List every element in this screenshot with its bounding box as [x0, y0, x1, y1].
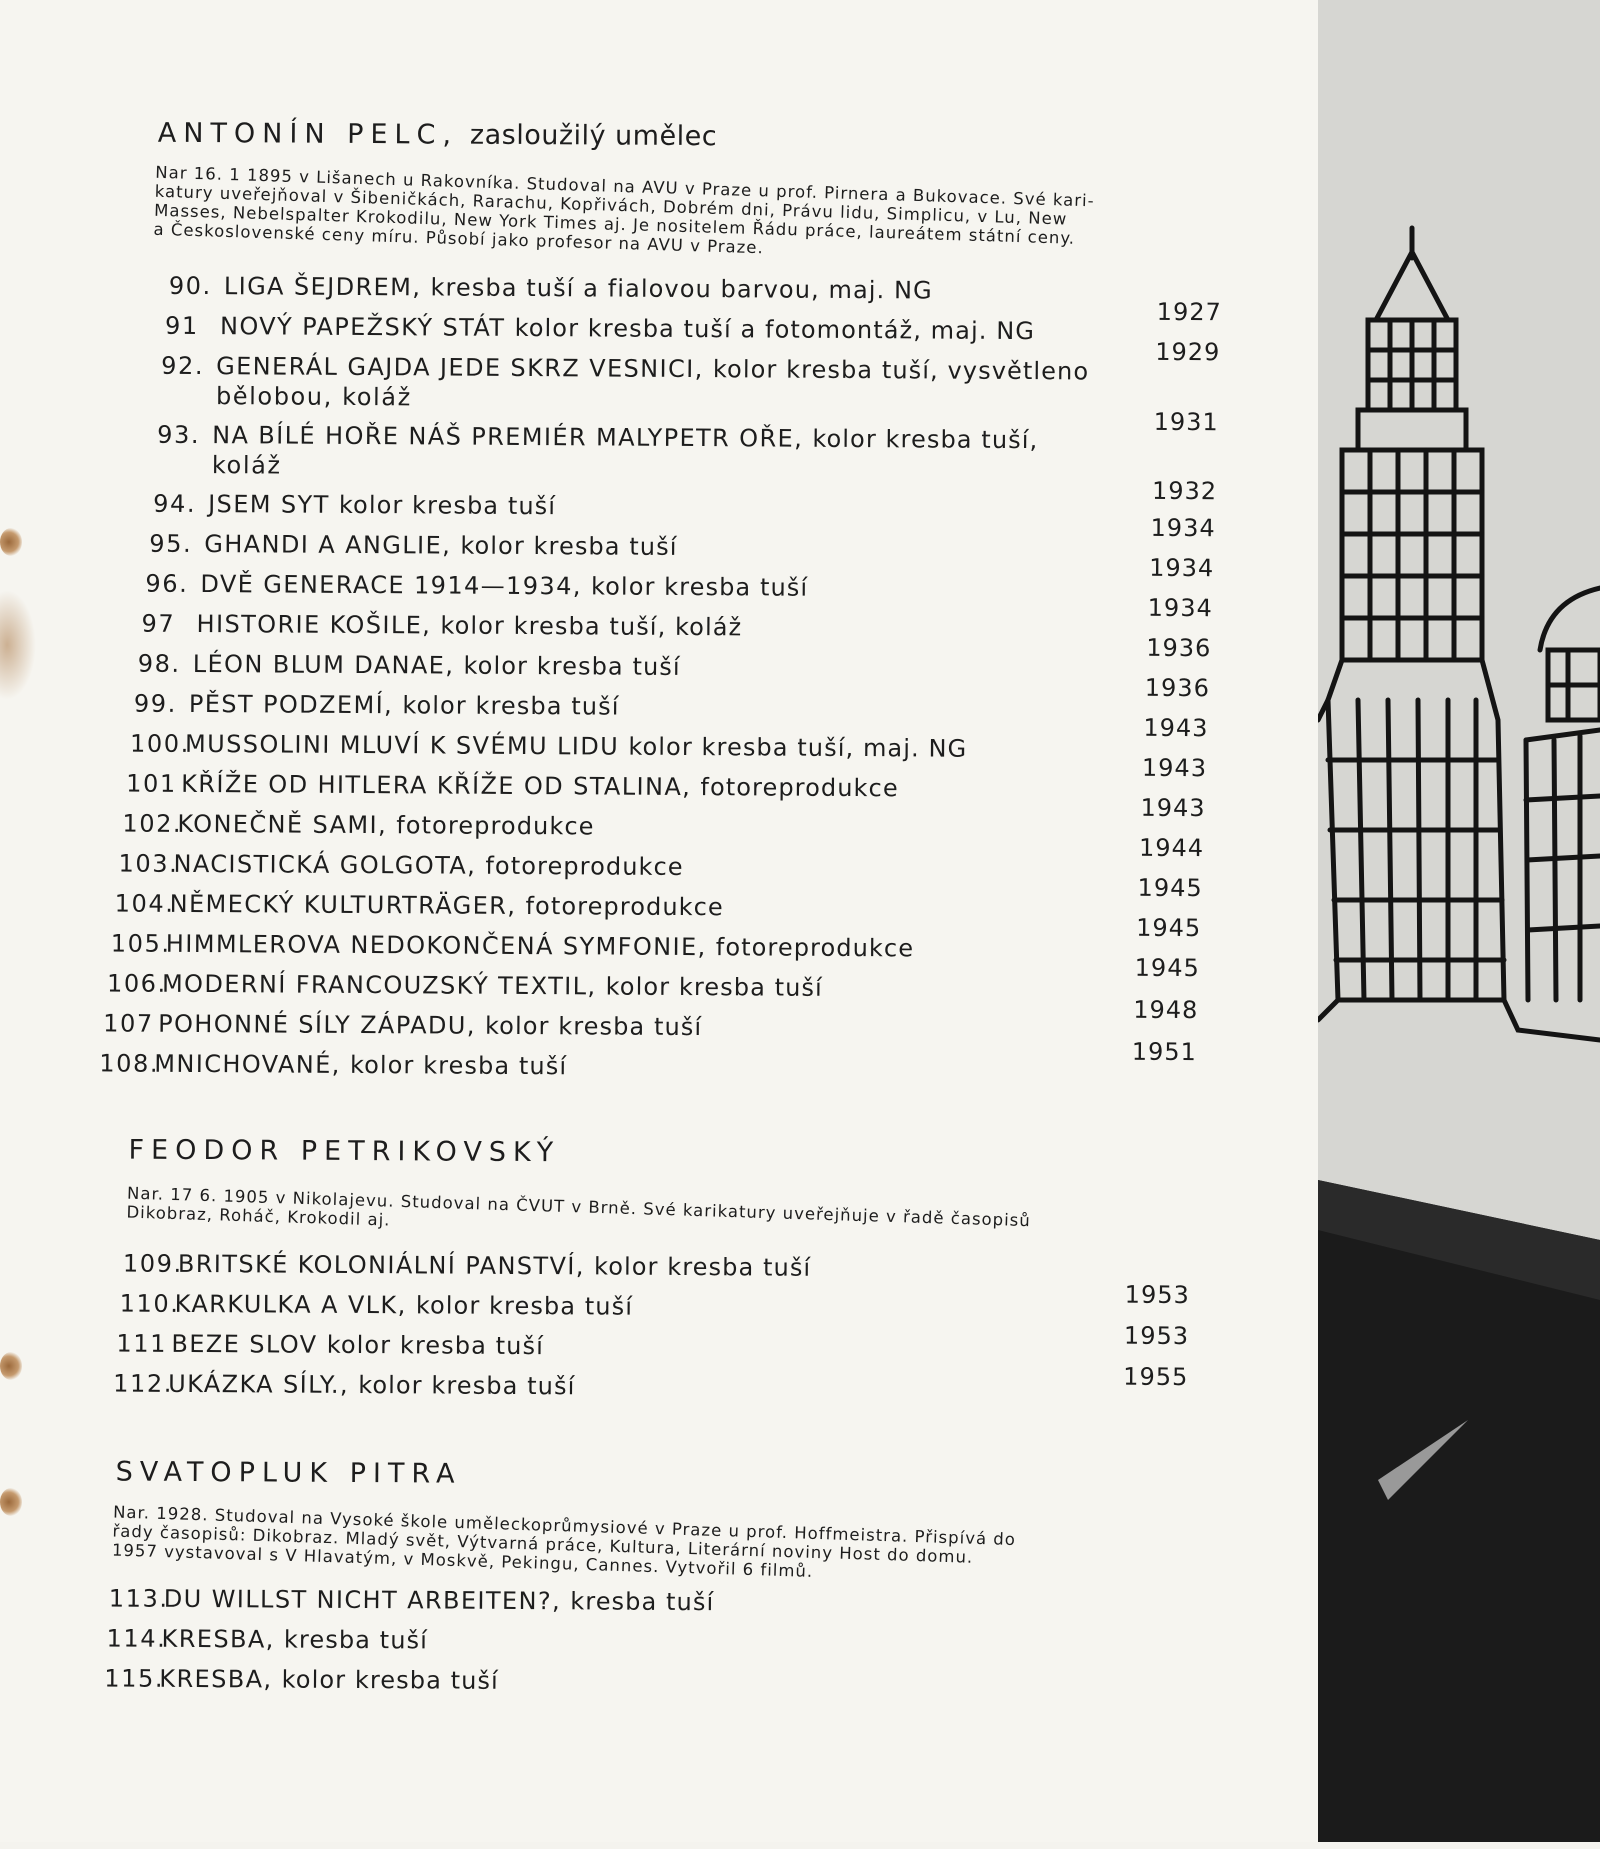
artwork-title: LIGA ŠEJDREM, [223, 272, 422, 302]
list-item [134, 690, 1134, 724]
artwork-title: KRESBA, [159, 1664, 273, 1694]
artwork-medium: kolor kresba tuší [326, 1330, 544, 1361]
artwork-medium: fotoreprodukce [525, 892, 724, 922]
artist-bio-pitra: Nar. 1928. Studoval na Vysoké škole uměleckoprůmysiové v Praze u prof. Hoffmeistra. Přispívá do řady časopisů: Dikobraz. Mladý svět, Výtvarná práce, Kultura, Literární noviny Host do domu. 1957 vystavoval s V Hlavatým, v Moskvě, Pekingu, Cannes. Vytvořil 6 filmů. [111, 1502, 1017, 1581]
catalogue-number: 100. [129, 729, 190, 758]
list-item [123, 1250, 1123, 1284]
artwork-title: NA BÍLÉ HOŘE NÁŠ PREMIÉR MALYPETR OŘE, [212, 421, 804, 453]
artwork-year: 1955 [1123, 1362, 1189, 1392]
artwork-medium: kolor kresba tuší [415, 1291, 634, 1321]
artist-bio-pelc: Nar 16. 1 1895 v Lišanech u Rakovníka. Studoval na AVU v Praze u prof. Pirnera a Bukovace. Své kari- katury uveřejňoval v Šibeničkách, Rarachu, Kopřivách, Dobrém dni, Právu lidu, Simplicu, v Lu, New Masses, Nebelspalter Krokodilu, New York Times aj. Je nositelem Řádu práce, laureátem státní ceny. a Československé ceny míru. Působí jako profesor na AVU v Praze. [153, 162, 1095, 258]
catalogue-number: 98. [137, 649, 181, 678]
list-item [169, 272, 1169, 306]
list-item [104, 1664, 1104, 1698]
list-item [145, 570, 1145, 604]
list-item [111, 929, 1111, 963]
catalogue-number: 97 [141, 609, 176, 638]
skyscraper-drawing-icon [1318, 0, 1600, 1842]
artwork-year: 1953 [1124, 1280, 1190, 1310]
artwork-year: 1936 [1144, 673, 1210, 703]
artwork-year: 1932 [1151, 476, 1218, 506]
list-item [120, 1290, 1120, 1324]
list-item [130, 730, 1130, 764]
list-item [118, 850, 1118, 884]
artwork-title: BRITSKÉ KOLONIÁLNÍ PANSTVÍ, [177, 1249, 585, 1281]
artwork-title: POHONNÉ SÍLY ZÁPADU, [158, 1009, 476, 1040]
artwork-year: 1944 [1138, 833, 1205, 863]
list-item [153, 490, 1153, 524]
artwork-medium: kresba tuší [570, 1587, 715, 1617]
list-item [161, 351, 1161, 412]
artwork-medium: kolor kresba tuší [338, 490, 557, 521]
artwork-title: KONEČNĚ SAMI, [177, 809, 388, 840]
illustration-panel [1318, 0, 1600, 1842]
catalogue-number: 106. [106, 969, 167, 998]
artwork-year: 1934 [1149, 553, 1215, 583]
list-item [103, 1009, 1103, 1043]
catalogue-number: 93. [157, 420, 201, 450]
artwork-medium: kolor kresba tuší, vysvětleno [712, 355, 1090, 386]
artwork-title: HISTORIE KOŠILE, [196, 609, 432, 640]
list-item [142, 610, 1142, 644]
artwork-title: MNICHOVANÉ, [154, 1049, 341, 1079]
list-item [115, 889, 1115, 923]
artwork-medium: kolor kresba tuší [463, 651, 681, 681]
artwork-year: 1948 [1133, 995, 1199, 1025]
catalogue-number: 94. [153, 489, 197, 518]
list-item [109, 1584, 1109, 1618]
artwork-year: 1945 [1134, 953, 1200, 983]
catalogue-number: 111 [116, 1329, 168, 1358]
artwork-year: 1936 [1146, 633, 1212, 663]
catalogue-number: 114. [106, 1624, 167, 1653]
catalogue-number: 110. [119, 1289, 180, 1318]
catalogue-number: 115. [104, 1664, 165, 1693]
artwork-medium: kolor kresba tuší [281, 1665, 499, 1695]
artwork-title: JSEM SYT [208, 490, 330, 519]
artwork-year: 1934 [1150, 513, 1216, 543]
artwork-title: DVĚ GENERACE 1914—1934, [200, 570, 582, 601]
artwork-year: 1929 [1155, 337, 1221, 367]
artist-heading-petrikovsky: FEODOR PETRIKOVSKÝ [128, 1134, 561, 1169]
catalogue-number: 105. [110, 929, 171, 958]
catalogue-number: 92. [161, 351, 205, 381]
artwork-year: 1951 [1131, 1037, 1197, 1067]
artwork-medium: kolor kresba tuší [590, 572, 809, 602]
artwork-medium: kolor kresba tuší, [812, 424, 1039, 455]
catalogue-number: 109. [122, 1249, 183, 1278]
artwork-year: 1943 [1143, 713, 1209, 743]
catalogue-number: 91 [164, 311, 199, 340]
artwork-medium-continued: koláž [211, 451, 282, 480]
artwork-year: 1943 [1141, 753, 1208, 783]
artwork-year: 1927 [1156, 297, 1222, 327]
artist-bio-petrikovsky: Nar. 17 6. 1905 v Nikolajevu. Studoval na ČVUT v Brně. Své karikatury uveřejňuje v řadě časopisů Dikobraz, Roháč, Krokodil aj. [126, 1183, 1032, 1231]
artwork-title: NACISTICKÁ GOLGOTA, [173, 849, 477, 880]
list-item [165, 312, 1165, 346]
artwork-title: KARKULKA A VLK, [174, 1289, 407, 1320]
artwork-title: NĚMECKÝ KULTURTRÄGER, [169, 889, 517, 920]
artwork-title: UKÁZKA SÍLY., [168, 1369, 350, 1399]
artwork-medium: kolor kresba tuší [402, 691, 620, 721]
artist-heading-pelc: ANTONÍN PELC, zasloužilý umělec [157, 117, 718, 153]
artwork-title: LÉON BLUM DANAE, [192, 649, 455, 680]
artwork-year: 1943 [1140, 793, 1206, 823]
artwork-title: GENERÁL GAJDA JEDE SKRZ VESNICI, [216, 352, 704, 384]
artwork-title: MUSSOLINI MLUVÍ K SVÉMU LIDU [184, 729, 620, 761]
catalogue-number: 102. [122, 809, 183, 838]
artwork-title: NOVÝ PAPEŽSKÝ STÁT [219, 312, 506, 342]
list-item [107, 1624, 1107, 1658]
artwork-medium-continued: bělobou, koláž [215, 382, 412, 412]
artwork-medium: kolor kresba tuší [594, 1252, 812, 1282]
artwork-medium: kolor kresba tuší [484, 1011, 703, 1042]
artwork-medium: kolor kresba tuší [358, 1370, 576, 1401]
artwork-title: PĚST PODZEMÍ, [188, 689, 394, 720]
catalogue-number: 99. [133, 689, 177, 718]
artwork-title: KRESBA, [161, 1624, 275, 1654]
list-item [107, 969, 1107, 1003]
catalogue-number: 101 [126, 769, 177, 798]
artwork-title: KŘÍŽE OD HITLERA KŘÍŽE OD STALINA, [181, 769, 692, 802]
artwork-title: GHANDI A ANGLIE, [204, 530, 452, 560]
artwork-medium: kolor kresba tuší, maj. NG [628, 732, 968, 763]
list-item [116, 1330, 1116, 1364]
artwork-title: HIMMLEROVA NEDOKONČENÁ SYMFONIE, [165, 929, 707, 962]
artwork-medium: fotoreprodukce [396, 811, 595, 841]
artwork-title: MODERNÍ FRANCOUZSKÝ TEXTIL, [161, 969, 597, 1001]
list-item [126, 770, 1126, 804]
artwork-medium: kolor kresba tuší [605, 972, 823, 1002]
catalogue-number: 112. [113, 1369, 174, 1398]
list-item [113, 1369, 1113, 1403]
artwork-title: BEZE SLOV [171, 1329, 318, 1359]
list-item [157, 420, 1157, 480]
list-item [122, 810, 1122, 844]
catalogue-number: 90. [168, 271, 212, 301]
list-item [99, 1049, 1099, 1083]
catalogue-number: 103. [118, 849, 179, 878]
artwork-medium: fotoreprodukce [700, 773, 899, 803]
artwork-medium: kolor kresba tuší [349, 1050, 568, 1081]
catalogue-number: 96. [145, 569, 189, 598]
artwork-medium: kolor kresba tuší [460, 531, 678, 561]
artwork-year: 1931 [1153, 407, 1219, 437]
artwork-year: 1945 [1136, 913, 1202, 943]
catalogue-number: 104. [114, 889, 175, 918]
list-item [138, 650, 1138, 684]
artwork-medium: kresba tuší a fialovou barvou, maj. NG [430, 273, 933, 305]
artwork-medium: fotoreprodukce [715, 933, 915, 963]
artwork-title: DU WILLST NICHT ARBEITEN?, [163, 1584, 562, 1616]
list-item [149, 530, 1149, 564]
artwork-year: 1945 [1137, 873, 1203, 903]
catalogue-number: 113. [108, 1584, 169, 1613]
artwork-medium: kresba tuší [283, 1625, 429, 1655]
artwork-medium: kolor kresba tuší a fotomontáž, maj. NG [514, 313, 1036, 346]
artwork-year: 1953 [1123, 1321, 1190, 1351]
artist-heading-pitra: SVATOPLUK PITRA [115, 1456, 462, 1490]
artwork-year: 1934 [1147, 593, 1213, 623]
catalogue-number: 107 [103, 1009, 154, 1038]
catalogue-number: 108. [99, 1049, 160, 1078]
catalogue-number: 95. [149, 529, 193, 558]
artwork-medium: fotoreprodukce [485, 851, 684, 881]
artwork-medium: kolor kresba tuší, koláž [440, 611, 743, 642]
